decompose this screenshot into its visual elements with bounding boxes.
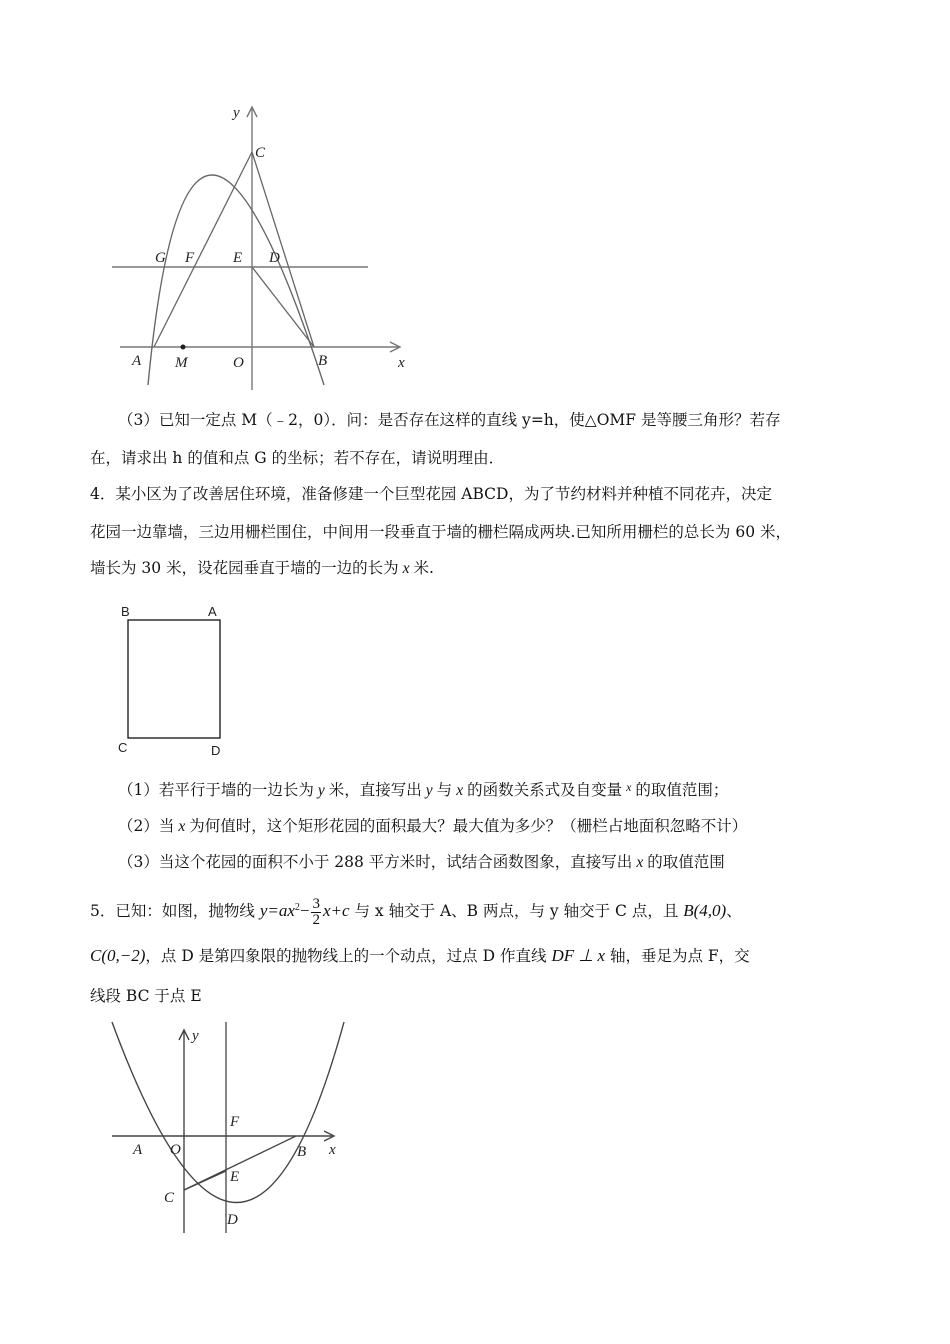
rect-label-C: C: [118, 740, 128, 755]
label-A: A: [132, 353, 142, 369]
label-E: E: [233, 250, 243, 266]
q4-stem-line3: 墙长为 30 米，设花园垂直于墙的一边的长为 x 米.: [90, 559, 434, 577]
q4-part2: （2）当 x 为何值时，这个矩形花园的面积最大？最大值为多少？（栅栏占地面积忽略不计）: [118, 817, 748, 835]
rect-label-A: A: [208, 604, 217, 619]
label-B: B: [318, 353, 328, 369]
fraction-3-2: $\frac{3}{2}$: [312, 895, 320, 928]
q4-part1: （1）若平行于墙的一边长为 y 米，直接写出 y 与 x 的函数关系式及自变量 $^x$ 的取值范围；: [118, 780, 729, 799]
label-D: D: [269, 250, 280, 266]
rect-label-D: D: [211, 743, 221, 758]
q5-line3: 线段 BC 于点 E: [90, 987, 202, 1005]
q4-part3: （3）当这个花园的面积不小于 288 平方米时，试结合函数图象，直接写出 x 的取值范围: [118, 853, 725, 871]
fig2-label-E: E: [230, 1169, 240, 1185]
figure-parabola-2: [100, 1018, 360, 1238]
figure-parabola-1: [100, 95, 420, 395]
fig2-label-x: x: [329, 1142, 336, 1158]
label-O: O: [233, 355, 244, 371]
q3-part3-line1: （3）已知一定点 M（﹣2，0）．问：是否存在这样的直线 y=h，使△OMF 是等腰三角形？若存: [118, 411, 781, 429]
rect-label-B: B: [121, 604, 130, 619]
fig2-label-F: F: [230, 1114, 240, 1130]
label-M: M: [175, 355, 188, 371]
q4-stem-line1: 4．某小区为了改善居住环境，准备修建一个巨型花园 ABCD，为了节约材料并种植不同花卉，决定: [90, 485, 772, 503]
fig2-label-O: O: [170, 1142, 181, 1158]
fig2-label-C: C: [164, 1190, 175, 1206]
fig2-label-y: y: [192, 1028, 199, 1044]
q3-part3-line2: 在，请求出 h 的值和点 G 的坐标；若不存在，请说明理由．: [90, 449, 505, 467]
label-G: G: [155, 250, 166, 266]
q4-stem-line2: 花园一边靠墙，三边用栅栏围住，中间用一段垂直于墙的栅栏隔成两块.已知所用栅栏的总长为 60 米，: [90, 523, 792, 541]
label-x: x: [398, 355, 405, 371]
fig2-label-A: A: [133, 1142, 143, 1158]
label-C: C: [255, 145, 266, 161]
label-y: y: [233, 105, 240, 121]
var-x: x: [402, 560, 410, 577]
q5-line2: C(0,−2)，点 D 是第四象限的抛物线上的一个动点，过点 D 作直线 DF ⊥ x 轴，垂足为点 F，交: [90, 946, 750, 965]
figure-rectangle: [112, 600, 242, 760]
label-F: F: [185, 250, 195, 266]
fig2-label-D: D: [227, 1212, 238, 1228]
fig2-label-B: B: [297, 1144, 307, 1160]
q5-line1: 5．已知：如图，抛物线 $y=ax^2-$ $\frac{3}{2}$ x+c 与 x 轴交于 A、B 两点，与 y 轴交于 C 点，且 B(4,0)、: [90, 895, 742, 928]
